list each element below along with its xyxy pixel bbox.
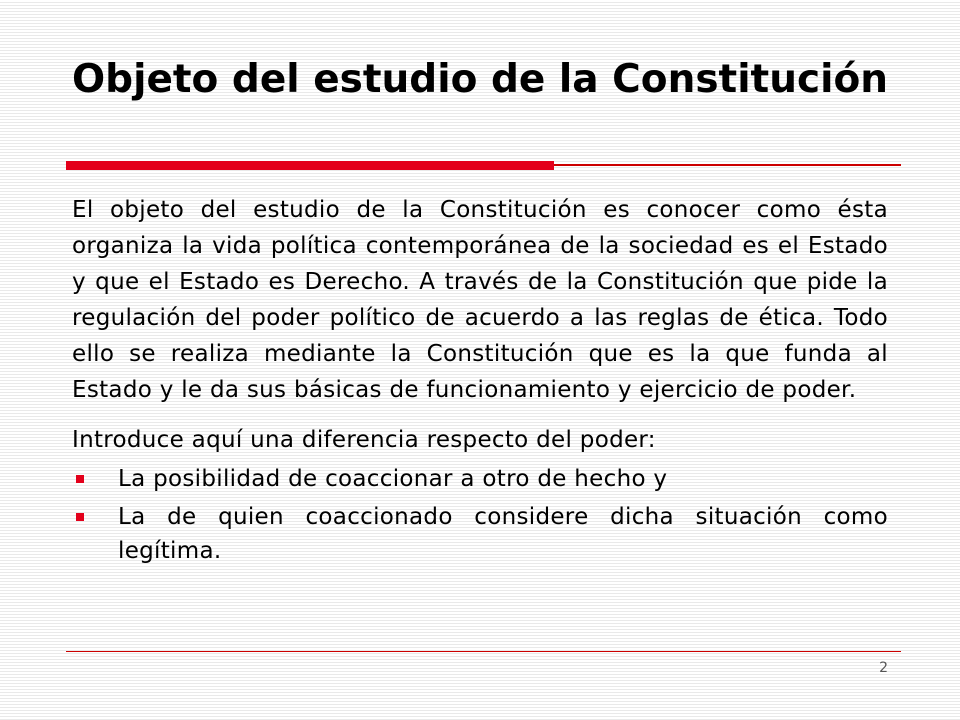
body-paragraph: El objeto del estudio de la Constitución es conocer como ésta organiza la vida política contemporánea de la sociedad es el Estado y que el Estado es Derecho. A través de la Constitución que pide la regulación del poder político de acuerdo a las reglas de ética. Todo ello se realiza mediante la Constitución que es la que funda al Estado y le da sus básicas de funcionamiento y ejercicio de poder. xyxy=(72,197,888,403)
slide-title: Objeto del estudio de la Constitución xyxy=(72,57,889,102)
slide-number: 2 xyxy=(879,660,888,676)
square-bullet-icon xyxy=(76,513,84,521)
bullet-text: La posibilidad de coaccionar a otro de hecho y xyxy=(118,466,668,492)
bullet-item xyxy=(72,500,888,568)
bullet-list xyxy=(72,462,888,568)
title-accent-bar xyxy=(66,161,554,170)
footer-rule xyxy=(66,651,901,652)
square-bullet-icon xyxy=(76,475,84,483)
intro-line: Introduce aquí una diferencia respecto del poder: xyxy=(72,427,656,453)
bullet-text: La de quien coaccionado considere dicha situación como legítima. xyxy=(118,504,888,564)
slide-content xyxy=(72,192,888,572)
bullet-item xyxy=(72,462,888,496)
